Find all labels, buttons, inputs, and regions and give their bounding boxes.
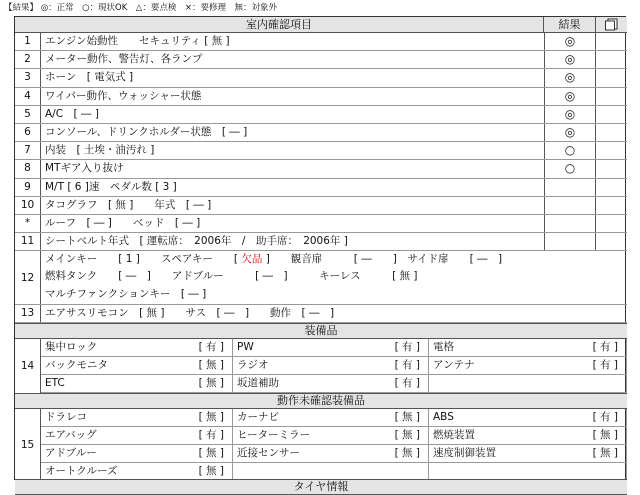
- check-result: ○: [544, 160, 596, 177]
- equipment-cell: [41, 427, 233, 445]
- equipment-cell: [41, 375, 233, 393]
- key-info-line-1: [45, 252, 502, 267]
- check-result: ◎: [544, 69, 596, 86]
- item-value: [ 有 ]: [394, 377, 420, 389]
- key-info-row: [15, 251, 627, 305]
- check-row: [15, 305, 627, 323]
- check-text: A/C [ ― ]: [45, 107, 99, 120]
- check-row: [15, 179, 627, 197]
- check-row: [15, 233, 627, 251]
- check-text: シートベルト年式 [ 運転席： 2006年 / 助手席： 2006年 ]: [45, 235, 348, 248]
- item-label: バックモニタ: [45, 359, 108, 371]
- equipment-cell: [233, 409, 429, 427]
- item-value: [ 有 ]: [394, 341, 420, 353]
- equipment-cell: [233, 375, 429, 393]
- item-label: 速度制御装置: [433, 447, 496, 459]
- item-value: [ 有 ]: [198, 341, 224, 353]
- check-text: エンジン始動性 セキュリティ [ 無 ]: [45, 35, 230, 47]
- unchecked-equipment-grid: [15, 409, 627, 481]
- item-label: カーナビ: [237, 411, 279, 423]
- check-result: ◎: [544, 51, 596, 68]
- item-value: [ 無 ]: [198, 411, 224, 423]
- row-number: 8: [15, 160, 41, 177]
- item-label: 坂道補助: [237, 377, 279, 389]
- check-row: [15, 160, 627, 178]
- check-row: [15, 51, 627, 69]
- inspection-sheet: [14, 16, 626, 493]
- check-row: [15, 69, 627, 87]
- section-title-unchecked-equipment: 動作未確認装備品: [15, 393, 627, 409]
- check-result: [544, 197, 596, 214]
- equipment-cell: [429, 427, 627, 445]
- key-info-line-2: 燃料タンク [ ― ] アドブルー [ ― ] キーレス [ 無 ]: [45, 270, 418, 283]
- item-label: アドブルー: [45, 447, 97, 459]
- check-result: ◎: [544, 106, 596, 123]
- check-row: [15, 142, 627, 160]
- item-label: 燃焼装置: [433, 429, 475, 441]
- row-number: 11: [15, 233, 41, 250]
- check-text: M/T [ 6 ]速 ペダル数 [ 3 ]: [45, 180, 177, 193]
- key-info-text: メインキー [ 1 ] スペアキー [: [45, 253, 242, 266]
- check-row: [15, 124, 627, 142]
- item-value: [ 無 ]: [394, 447, 420, 459]
- key-info-line-3: マルチファンクションキー [ ― ]: [45, 288, 207, 301]
- row-number: 14: [15, 339, 41, 393]
- row-number: 1: [15, 33, 41, 50]
- equipment-cell: [429, 339, 627, 357]
- item-value: [ 無 ]: [198, 359, 224, 371]
- item-value: [ 無 ]: [394, 411, 420, 423]
- item-value: [ 有 ]: [198, 429, 224, 441]
- item-label: 近接センサー: [237, 447, 300, 459]
- equipment-cell: [233, 427, 429, 445]
- check-text: タコグラフ [ 無 ] 年式 [ ― ]: [45, 198, 212, 211]
- result-column-header: 結果: [544, 17, 596, 33]
- item-value: [ 無 ]: [198, 465, 224, 477]
- check-row: [15, 197, 627, 215]
- equipment-cell: [233, 357, 429, 375]
- row-number: 7: [15, 142, 41, 159]
- row-number: 5: [15, 106, 41, 123]
- item-label: ABS: [433, 411, 454, 423]
- item-value: [ 有 ]: [592, 359, 618, 371]
- item-label: エアバッグ: [45, 429, 97, 441]
- check-text: ワイパー動作、ウォッシャー状態: [45, 89, 202, 102]
- check-text: エアサスリモコン [ 無 ] サス [ ― ] 動作 [ ― ]: [45, 307, 335, 320]
- item-label: アンテナ: [433, 359, 475, 371]
- check-text: ホーン [ 電気式 ]: [45, 71, 134, 84]
- section-title-interior: 室内確認項目: [15, 17, 544, 33]
- check-text: ルーフ [ ― ] ベッド [ ― ]: [45, 216, 201, 229]
- row-number: 2: [15, 51, 41, 68]
- check-row: [15, 33, 627, 51]
- row-number: 3: [15, 69, 41, 86]
- check-text: コンソール、ドリンクホルダー状態 [ ― ]: [45, 125, 248, 138]
- page-stack-button[interactable]: [596, 17, 627, 33]
- equipment-cell: [233, 445, 429, 463]
- equipment-cell: [41, 357, 233, 375]
- row-number: 10: [15, 197, 41, 214]
- item-label: オートクルーズ: [45, 465, 118, 477]
- equipment-cell: [429, 375, 627, 393]
- item-label: PW: [237, 341, 254, 353]
- row-number: *: [15, 215, 41, 232]
- check-result: ◎: [544, 88, 596, 105]
- item-value: [ 有 ]: [394, 359, 420, 371]
- check-row: [15, 215, 627, 233]
- equipment-cell: [429, 357, 627, 375]
- section-title-equipment: 装備品: [15, 323, 627, 339]
- section-title-tires: タイヤ情報: [15, 479, 627, 495]
- check-result: [544, 179, 596, 196]
- page-stack-icon: [604, 18, 619, 31]
- check-text: 内装 [ 土埃・油汚れ ]: [45, 144, 155, 157]
- check-result: [544, 233, 596, 250]
- item-label: ドラレコ: [45, 411, 87, 423]
- check-result: ○: [544, 142, 596, 159]
- item-value: [ 無 ]: [198, 447, 224, 459]
- check-result: [544, 215, 596, 232]
- item-label: 電格: [433, 341, 454, 353]
- item-value: [ 無 ]: [394, 429, 420, 441]
- item-value: [ 無 ]: [592, 447, 618, 459]
- item-label: ラジオ: [237, 359, 269, 371]
- item-label: ヒーターミラー: [237, 429, 311, 441]
- item-value: [ 有 ]: [592, 411, 618, 423]
- check-text: MTギア入り抜け: [45, 162, 124, 175]
- item-value: [ 有 ]: [592, 341, 618, 353]
- equipment-grid: [15, 339, 627, 393]
- key-info-text: ] 観音扉 [ ― ] サイド扉 [ ― ]: [262, 253, 503, 266]
- row-number: 9: [15, 179, 41, 196]
- check-result: ◎: [544, 33, 596, 50]
- item-value: [ 無 ]: [592, 429, 618, 441]
- row-number: 15: [15, 409, 41, 481]
- check-text: メーター動作、警告灯、各ランプ: [45, 53, 203, 66]
- row-number: 4: [15, 88, 41, 105]
- equipment-cell: [429, 409, 627, 427]
- equipment-cell: [233, 339, 429, 357]
- equipment-cell: [41, 445, 233, 463]
- item-label: ETC: [45, 377, 65, 389]
- check-result: ◎: [544, 124, 596, 141]
- row-number: 13: [15, 305, 41, 322]
- result-legend: 【結果】 ◎：正常 ○：現状OK △：要点検 ×：要修理 無：対象外: [4, 3, 277, 13]
- check-row: [15, 88, 627, 106]
- spare-key-missing: 欠品: [241, 253, 263, 266]
- row-number: 6: [15, 124, 41, 141]
- check-row: [15, 106, 627, 124]
- item-label: 集中ロック: [45, 341, 98, 353]
- equipment-cell: [41, 409, 233, 427]
- equipment-cell: [429, 445, 627, 463]
- item-value: [ 無 ]: [198, 377, 224, 389]
- interior-check-rows: [15, 33, 627, 323]
- row-number: 12: [15, 251, 41, 304]
- equipment-cell: [41, 339, 233, 357]
